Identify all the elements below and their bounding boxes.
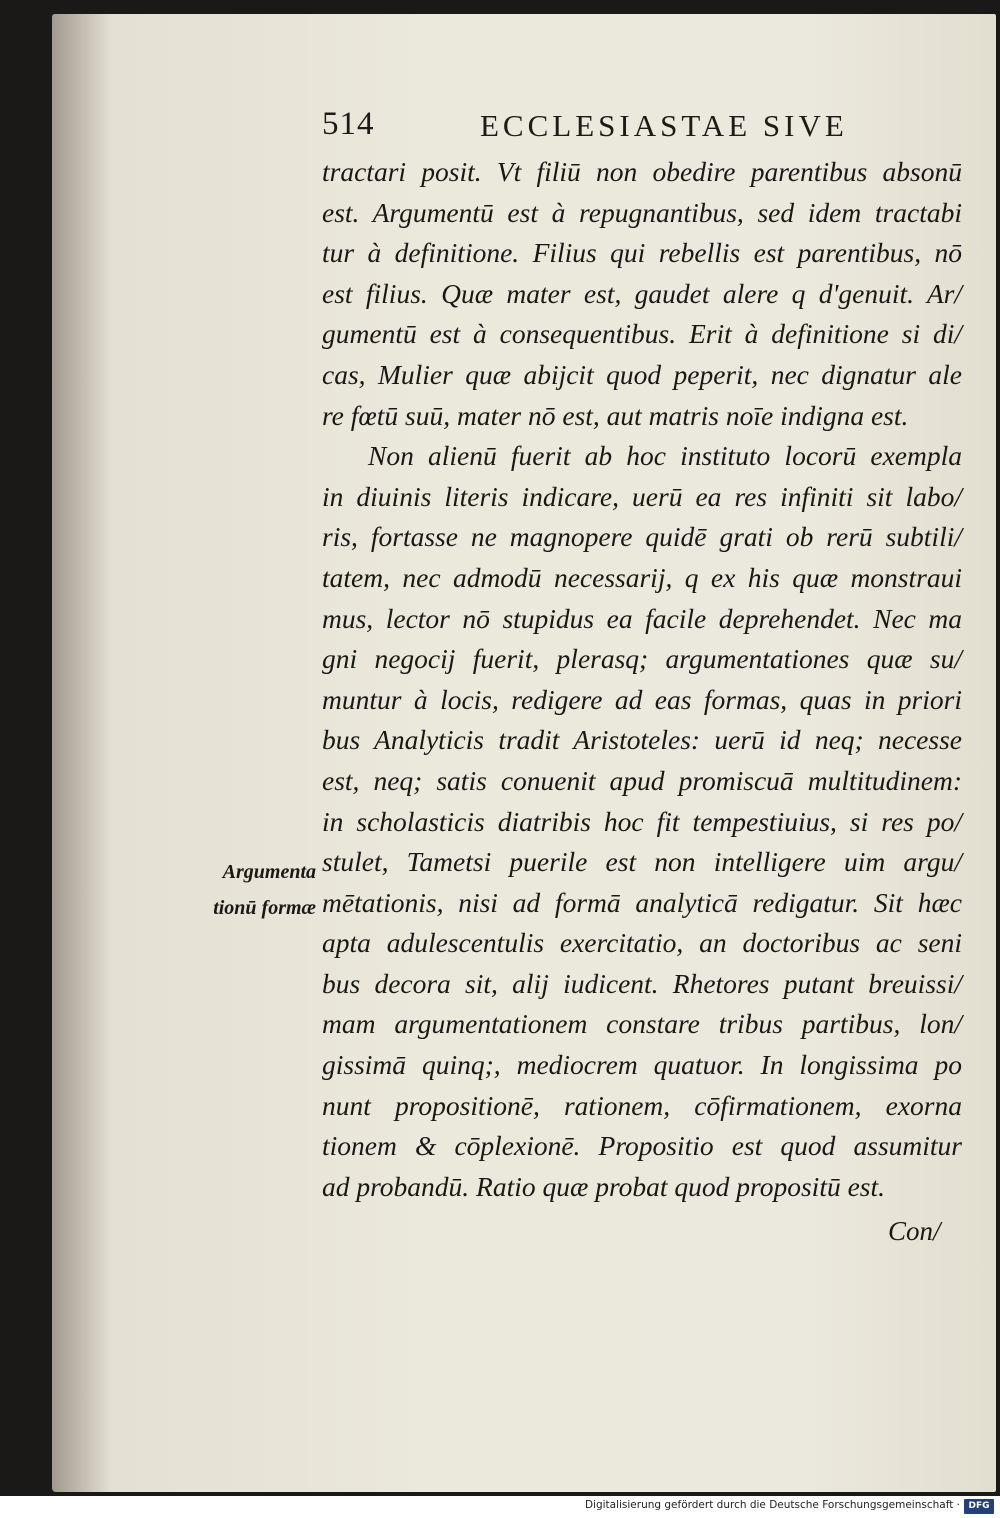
text-line: tractari posit. Vt filiū non obedire parentibus absonū bbox=[322, 156, 962, 187]
text-line: gissimā quinq;, mediocrem quatuor. In longissima po bbox=[322, 1049, 962, 1081]
catchword: Con/ bbox=[888, 1216, 941, 1246]
text-line: mētationis, nisi ad formā analyticā redigatur. Sit hæc bbox=[322, 886, 962, 918]
text-line: re fœtū suū, mater nō est, aut matris noīe indigna est. bbox=[322, 399, 909, 431]
text-line: apta adulescentulis exercitatio, an doctoribus ac seni bbox=[322, 927, 962, 959]
text-line: tatem, nec admodū necessarij, q ex his quæ monstraui bbox=[322, 561, 962, 593]
page-header bbox=[322, 106, 922, 150]
text-line: gumentū est à consequentibus. Erit à definitione si di/ bbox=[322, 318, 962, 350]
text-line: in scholasticis diatribis hoc fit tempestiuius, si res po/ bbox=[322, 805, 962, 837]
text-line: gni negocij fuerit, plerasq; argumentationes quæ su/ bbox=[322, 643, 962, 675]
page-number: 514 bbox=[322, 106, 375, 142]
text-line: ris, fortasse ne magnopere quidē grati ob rerū subtili/ bbox=[322, 521, 962, 553]
text-line: est, neq; satis conuenit apud promiscuā multitudinem: bbox=[322, 764, 962, 796]
marginal-note bbox=[188, 854, 316, 926]
funding-credit: Digitalisierung gefördert durch die Deutsche Forschungsgemeinschaft · bbox=[584, 1499, 960, 1511]
text-line: ad probandū. Ratio quæ probat quod propositū est. bbox=[322, 1170, 886, 1202]
text-line: Non alienū fuerit ab hoc instituto locorū exempla bbox=[368, 440, 962, 472]
text-line: nunt propositionē, rationem, cōfirmationem, exorna bbox=[322, 1089, 962, 1121]
text-line: cas, Mulier quæ abijcit quod peperit, nec dignatur ale bbox=[322, 358, 962, 390]
text-line: in diuinis literis indicare, uerū ea res infiniti sit labo/ bbox=[322, 480, 962, 512]
text-line: bus Analyticis tradit Aristoteles: uerū id neq; necesse bbox=[322, 724, 962, 756]
running-head: ECCLESIASTAE SIVE bbox=[480, 108, 848, 143]
dfg-logo-icon: DFG bbox=[964, 1499, 994, 1514]
body-text bbox=[322, 152, 962, 1207]
text-line: bus decora sit, alij iudicent. Rhetores putant breuissi/ bbox=[322, 967, 962, 999]
text-line: est. Argumentū est à repugnantibus, sed idem tractabi bbox=[322, 196, 962, 228]
marginal-note-line: Argumenta bbox=[222, 861, 316, 883]
digitization-footer bbox=[0, 1496, 1000, 1518]
text-line: tur à definitione. Filius qui rebellis est parentibus, nō bbox=[322, 237, 962, 269]
text-line: mam argumentationem constare tribus partibus, lon/ bbox=[322, 1008, 962, 1040]
text-line: est filius. Quæ mater est, gaudet alere q d'genuit. Ar/ bbox=[322, 277, 962, 309]
text-line: tionem & cōplexionē. Propositio est quod assumitur bbox=[322, 1130, 962, 1162]
spine-shadow bbox=[52, 14, 112, 1492]
text-line: muntur à locis, redigere ad eas formas, quas in priori bbox=[322, 683, 962, 715]
marginal-note-line: tionū formæ bbox=[213, 897, 316, 919]
text-line: stulet, Tametsi puerile est non intelligere uim argu/ bbox=[322, 846, 962, 878]
text-line: mus, lector nō stupidus ea facile deprehendet. Nec ma bbox=[322, 602, 962, 634]
